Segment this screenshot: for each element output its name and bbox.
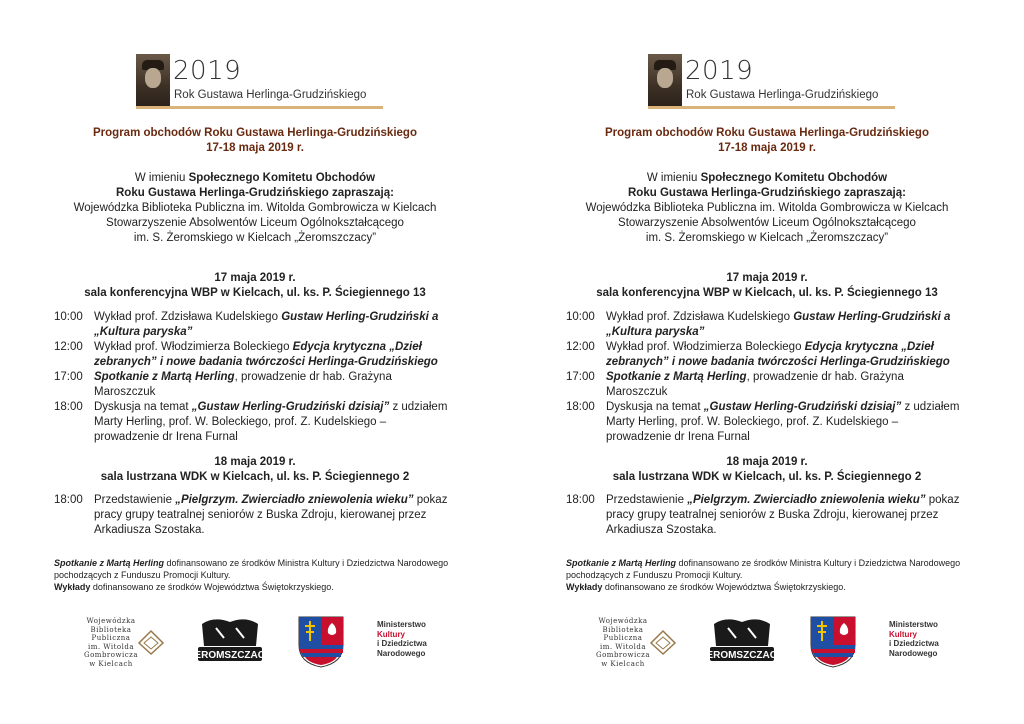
header-year: 2019 [173, 56, 242, 86]
day2-heading [542, 455, 992, 485]
day1-event [566, 370, 966, 400]
day1-event [54, 310, 454, 340]
day1-heading [542, 271, 992, 301]
invitation-panel-right [512, 0, 1024, 724]
day2-venue: sala lustrzana WDK w Kielcach, ul. ks. P. Ściegiennego 2 [612, 471, 922, 483]
intro-association: Stowarzyszenie Absolwentów Liceum Ogólnokształcącego [106, 217, 404, 229]
intro-school: im. S. Żeromskiego w Kielcach „Żeromszczacy” [645, 232, 889, 244]
intro-invite: Roku Gustawa Herlinga-Grudzińskiego zapraszają: [628, 187, 906, 199]
event-time: 12:00 [54, 341, 83, 353]
funding-lectures-text: dofinansowano ze środków Województwa Świętokrzyskiego. [90, 582, 334, 592]
header-subtitle: Rok Gustawa Herlinga-Grudzińskiego [174, 89, 367, 101]
day1-event [566, 400, 966, 445]
intro-invite: Roku Gustawa Herlinga-Grudzińskiego zapraszają: [116, 187, 394, 199]
day1-venue: sala konferencyjna WBP w Kielcach, ul. ks. P. Ściegiennego 13 [84, 287, 426, 299]
day2-events [54, 493, 454, 538]
event-description: Wykład prof. Włodzimierza Boleckiego Edycja krytyczna „Dzieł zebranych” i nowe badania twórczości Herlinga-Grudzińskiego [606, 341, 950, 368]
event-time: 12:00 [566, 341, 595, 353]
program-title: Program obchodów Roku Gustawa Herlinga-Grudzińskiego [93, 127, 417, 139]
header-divider [648, 106, 895, 109]
event-time: 17:00 [566, 371, 595, 383]
wbp-book-icon [136, 627, 166, 657]
funding-meeting-text: dofinansowano ze środków Ministra Kultury i Dziedzictwa Narodowego pochodzących z Funduszu Promocji Kultury. [54, 558, 449, 580]
event-description: Wykład prof. Zdzisława Kudelskiego Gustaw Herling-Grudziński a „Kultura paryska” [94, 311, 439, 338]
day2-events [566, 493, 966, 538]
svg-text:ŻEROMSZCZACY: ŻEROMSZCZACY [188, 650, 272, 661]
intro-school: im. S. Żeromskiego w Kielcach „Żeromszczacy” [133, 232, 377, 244]
day2-heading [30, 455, 480, 485]
day1-date: 17 maja 2019 r. [726, 272, 808, 284]
wbp-book-icon [648, 627, 678, 657]
event-description: Przedstawienie „Pielgrzym. Zwierciadło zniewolenia wieku” pokaz pracy grupy teatralnej seniorów z Buska Zdroju, kierowanej przez Arkadiusza Szostaka. [606, 494, 960, 536]
intro-library: Wojewódzka Biblioteka Publiczna im. Witolda Gombrowicza w Kielcach [585, 202, 949, 214]
intro-block [542, 171, 992, 246]
funding-lectures-text: dofinansowano ze środków Województwa Świętokrzyskiego. [602, 582, 846, 592]
funding-note [566, 557, 986, 593]
wbp-logo-text: Wojewódzka Biblioteka Publiczna im. Witolda Gombrowicza w Kielcach [84, 617, 138, 668]
header-subtitle: Rok Gustawa Herlinga-Grudzińskiego [686, 89, 879, 101]
event-time: 18:00 [54, 401, 83, 413]
sponsor-logos [70, 612, 450, 682]
day1-event [54, 370, 454, 400]
funding-lectures: Wykłady [54, 582, 91, 592]
ministry-logo: Ministerstwo Kultury i Dziedzictwa Narodowego [889, 620, 939, 658]
funding-meeting: Spotkanie z Martą Herling [566, 558, 677, 568]
zeromszczacy-logo-icon [188, 616, 272, 666]
funding-meeting-text: dofinansowano ze środków Ministra Kultury i Dziedzictwa Narodowego pochodzących z Funduszu Promocji Kultury. [566, 558, 961, 580]
funding-lectures: Wykłady [566, 582, 603, 592]
svg-text:ŻEROMSZCZACY: ŻEROMSZCZACY [700, 650, 784, 661]
day1-date: 17 maja 2019 r. [214, 272, 296, 284]
event-time: 18:00 [566, 401, 595, 413]
day1-heading [30, 271, 480, 301]
event-time: 10:00 [54, 311, 83, 323]
voivodeship-coat-of-arms-icon [297, 615, 345, 669]
day2-event [54, 493, 454, 538]
event-description: Spotkanie z Martą Herling, prowadzenie dr hab. Grażyna Maroszczuk [606, 371, 904, 398]
day2-date: 18 maja 2019 r. [214, 456, 296, 468]
day1-events [54, 310, 454, 445]
intro-library: Wojewódzka Biblioteka Publiczna im. Witolda Gombrowicza w Kielcach [73, 202, 437, 214]
day1-event [54, 400, 454, 445]
intro-block [30, 171, 480, 246]
header-divider [136, 106, 383, 109]
event-description: Dyskusja na temat „Gustaw Herling-Grudziński dzisiaj” z udziałem Marty Herling, prof. W. Boleckiego, prof. Z. Kudelskiego – prowadzenie dr Irena Furnal [94, 401, 448, 443]
wbp-logo-text: Wojewódzka Biblioteka Publiczna im. Witolda Gombrowicza w Kielcach [596, 617, 650, 668]
funding-note [54, 557, 474, 593]
event-description: Przedstawienie „Pielgrzym. Zwierciadło zniewolenia wieku” pokaz pracy grupy teatralnej seniorów z Buska Zdroju, kierowanej przez Arkadiusza Szostaka. [94, 494, 448, 536]
day2-event [566, 493, 966, 538]
voivodeship-coat-of-arms-icon [809, 615, 857, 669]
event-time: 18:00 [566, 494, 595, 506]
event-time: 10:00 [566, 311, 595, 323]
portrait-photo [648, 54, 682, 107]
intro-prefix: W imieniu [646, 172, 701, 184]
program-title: Program obchodów Roku Gustawa Herlinga-Grudzińskiego [605, 127, 929, 139]
program-dates: 17-18 maja 2019 r. [718, 142, 816, 154]
intro-committee: Społecznego Komitetu Obchodów [188, 172, 376, 184]
day1-event [566, 340, 966, 370]
day1-events [566, 310, 966, 445]
event-description: Wykład prof. Zdzisława Kudelskiego Gustaw Herling-Grudziński a „Kultura paryska” [606, 311, 951, 338]
intro-committee: Społecznego Komitetu Obchodów [700, 172, 888, 184]
day1-event [566, 310, 966, 340]
program-dates: 17-18 maja 2019 r. [206, 142, 304, 154]
day1-venue: sala konferencyjna WBP w Kielcach, ul. ks. P. Ściegiennego 13 [596, 287, 938, 299]
event-description: Dyskusja na temat „Gustaw Herling-Grudziński dzisiaj” z udziałem Marty Herling, prof. W. Boleckiego, prof. Z. Kudelskiego – prowadzenie dr Irena Furnal [606, 401, 960, 443]
intro-association: Stowarzyszenie Absolwentów Liceum Ogólnokształcącego [618, 217, 916, 229]
portrait-photo [136, 54, 170, 107]
event-description: Wykład prof. Włodzimierza Boleckiego Edycja krytyczna „Dzieł zebranych” i nowe badania twórczości Herlinga-Grudzińskiego [94, 341, 438, 368]
event-time: 17:00 [54, 371, 83, 383]
ministry-logo: Ministerstwo Kultury i Dziedzictwa Narodowego [377, 620, 427, 658]
event-description: Spotkanie z Martą Herling, prowadzenie dr hab. Grażyna Maroszczuk [94, 371, 392, 398]
event-time: 18:00 [54, 494, 83, 506]
header-year: 2019 [685, 56, 754, 86]
intro-prefix: W imieniu [134, 172, 189, 184]
day2-date: 18 maja 2019 r. [726, 456, 808, 468]
day1-event [54, 340, 454, 370]
sponsor-logos [582, 612, 962, 682]
zeromszczacy-logo-icon [700, 616, 784, 666]
day2-venue: sala lustrzana WDK w Kielcach, ul. ks. P. Ściegiennego 2 [100, 471, 410, 483]
funding-meeting: Spotkanie z Martą Herling [54, 558, 165, 568]
